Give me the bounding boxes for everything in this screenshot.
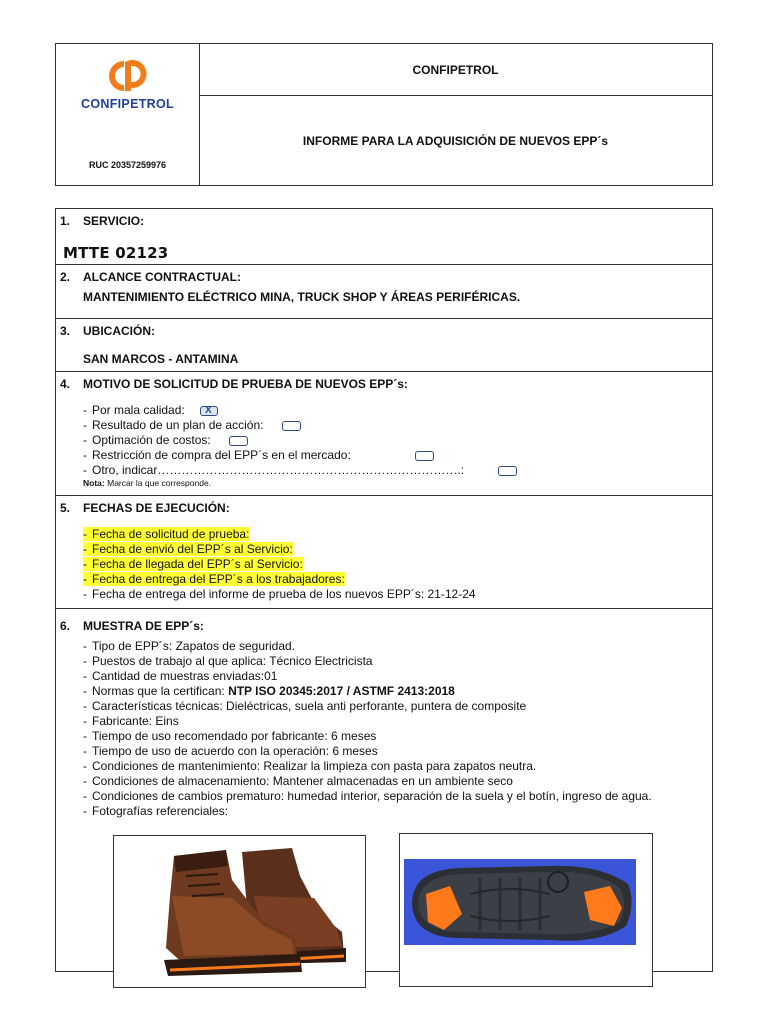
list-item: - Optimación de costos: [83, 433, 464, 448]
company-name: CONFIPETROL [199, 44, 712, 96]
section-number: 6. [60, 619, 71, 633]
checkbox-checked[interactable] [200, 406, 218, 416]
list-item: - Condiciones de cambios prematuro: humedad interior, separación de la suela y el botín, ingreso de agua. [83, 789, 652, 803]
ruc-number: RUC 20357259976 [88, 160, 167, 170]
servicio-value: MTTE 02123 [63, 244, 169, 262]
list-item: - Fotografías referenciales: [83, 804, 229, 818]
list-item: - Fecha de envió del EPP´s al Servicio: [83, 542, 293, 556]
ubicacion-value: SAN MARCOS - ANTAMINA [83, 352, 239, 366]
section-title: UBICACIÓN: [83, 324, 155, 338]
section-title: MOTIVO DE SOLICITUD DE PRUEBA DE NUEVOS EPP´s: [83, 377, 408, 391]
document-header [55, 43, 713, 186]
boots-photo-frame [113, 835, 366, 988]
muestra-list [83, 639, 652, 819]
alcance-value: MANTENIMIENTO ELÉCTRICO MINA, TRUCK SHOP Y ÁREAS PERIFÉRICAS. [83, 290, 521, 304]
fechas-list [83, 527, 476, 602]
list-item: - Condiciones de mantenimiento: Realizar la limpieza con pasta para zapatos neutra. [83, 759, 537, 773]
checkbox[interactable] [282, 421, 301, 431]
document-title: INFORME PARA LA ADQUISICIÓN DE NUEVOS EPP´s [302, 133, 609, 148]
section-alcance [56, 265, 712, 319]
section-number: 4. [60, 377, 71, 391]
list-item: - Cantidad de muestras enviadas:01 [83, 669, 278, 683]
list-item: - Fecha de entrega del informe de prueba de los nuevos EPP´s: 21-12-24 [83, 587, 476, 601]
section-title: ALCANCE CONTRACTUAL: [83, 270, 241, 284]
header-title-area [199, 44, 712, 185]
section-number: 3. [60, 324, 71, 338]
section-number: 5. [60, 501, 71, 515]
logo-text: CONFIPETROL [81, 97, 174, 111]
logo-cell [56, 44, 200, 185]
section-motivo [56, 372, 712, 496]
section-title: MUESTRA DE EPP´s: [83, 619, 204, 633]
list-item: - Fecha de solicitud de prueba: [83, 527, 250, 541]
list-item: - Por mala calidad: X [83, 403, 464, 418]
safety-boots-photo-icon [114, 836, 365, 987]
section-number: 2. [60, 270, 71, 284]
confipetrol-logo-icon [102, 58, 152, 94]
list-item: - Tipo de EPP´s: Zapatos de seguridad. [83, 639, 296, 653]
checkbox[interactable] [498, 466, 517, 476]
list-item: - Restricción de compra del EPP´s en el mercado: [83, 448, 464, 463]
motivo-list [83, 403, 464, 491]
list-item: - Fecha de llegada del EPP´s al Servicio: [83, 557, 303, 571]
list-item: - Condiciones de almacenamiento: Mantener almacenadas en un ambiente seco [83, 774, 513, 788]
section-number: 1. [60, 214, 71, 228]
section-servicio [56, 209, 712, 265]
nota-text: Nota: Marcar la que corresponde. [83, 478, 212, 488]
list-item: - Tiempo de uso recomendado por fabricante: 6 meses [83, 729, 377, 743]
list-item: - Fabricante: Eins [83, 714, 179, 728]
list-item: - Resultado de un plan de acción: [83, 418, 464, 433]
sole-photo-frame [399, 833, 653, 987]
list-item: - Características técnicas: Dieléctricas, suela anti perforante, puntera de composite [83, 699, 527, 713]
boot-sole-photo-icon [400, 834, 652, 986]
list-item: - Normas que la certifican: NTP ISO 20345:2017 / ASTMF 2413:2018 [83, 684, 455, 698]
section-title: SERVICIO: [83, 214, 145, 228]
list-item: - Tiempo de uso de acuerdo con la operación: 6 meses [83, 744, 378, 758]
checkbox[interactable] [229, 436, 248, 446]
section-ubicacion [56, 319, 712, 372]
section-fechas [56, 496, 712, 609]
list-item: - Otro, indicar………………………………………………………………….: [83, 463, 464, 478]
list-item: - Puestos de trabajo al que aplica: Técnico Electricista [83, 654, 373, 668]
list-item: - Fecha de entrega del EPP´s a los trabajadores: [83, 572, 345, 586]
section-title: FECHAS DE EJECUCIÓN: [83, 501, 230, 515]
checkbox[interactable] [415, 451, 434, 461]
